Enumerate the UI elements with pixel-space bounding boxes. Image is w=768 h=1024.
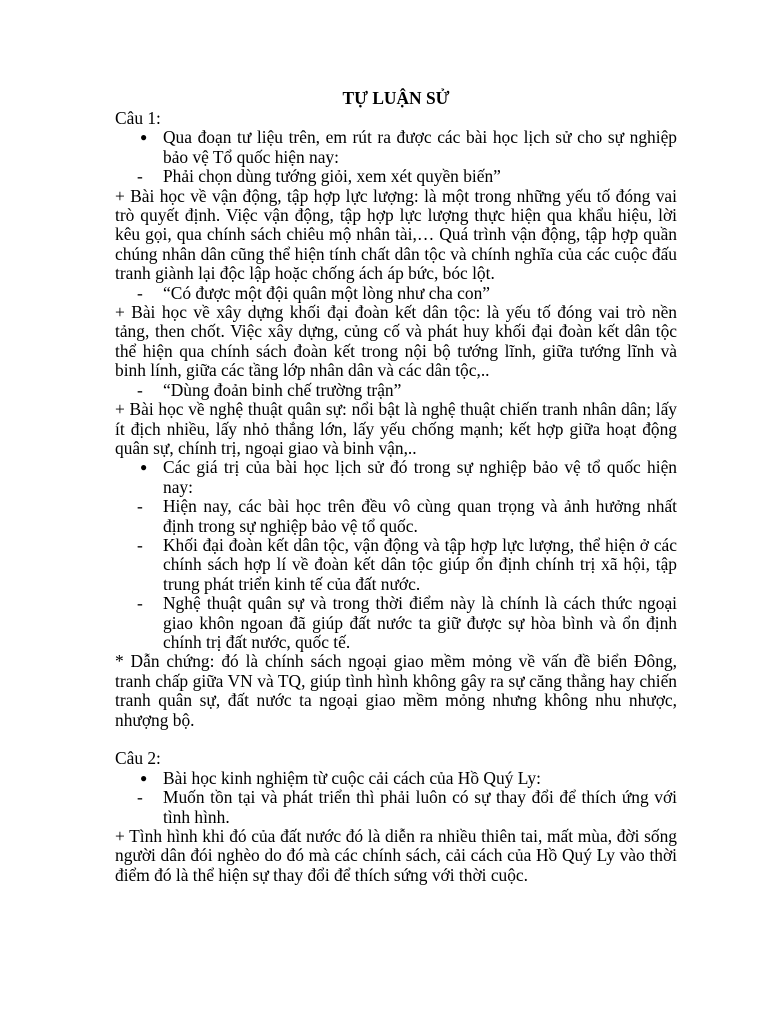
dash-icon: -: [137, 379, 143, 400]
dash-icon: -: [137, 534, 143, 555]
question-1-heading: Câu 1:: [115, 108, 161, 128]
dash-icon: -: [137, 166, 143, 187]
dash-item: [115, 536, 677, 594]
bullet-text: Các giá trị của bài học lịch sử đó trong sự nghiệp bảo vệ tổ quốc hiện nay:: [163, 457, 677, 497]
dash-text: Phải chọn dùng tướng giỏi, xem xét quyền biến”: [163, 166, 501, 187]
document-page: [115, 87, 677, 885]
paragraph: + Tình hình khi đó của đất nước đó là diễn ra nhiều thiên tai, mất mùa, đời sống người dân đói nghèo do đó mà các chính sách, cải cách của Hồ Quý Ly vào thời điểm đó là thể hiện sự thay đổi để thích sứng với thời cuộc.: [115, 826, 677, 885]
dash-text: “Dùng đoản binh chế trường trận”: [163, 379, 402, 400]
page-title: TỰ LUẬN SỬ: [342, 88, 450, 108]
paragraph: * Dẫn chứng: đó là chính sách ngoại giao mềm mỏng về vấn đề biển Đông, tranh chấp giữa VN và TQ, giúp tình hình không gây ra sự căng thẳng hay chiến tranh quân sự, đất nước ta ngoại giao mềm mỏng nhưng không nhu nhược, nhượng bộ.: [115, 651, 677, 730]
bullet-item: [115, 769, 677, 788]
bullet-icon: ●: [140, 130, 148, 145]
bullet-icon: ●: [140, 770, 148, 785]
bullet-text: Bài học kinh nghiệm từ cuộc cải cách của Hồ Quý Ly:: [163, 767, 541, 788]
dash-text: Hiện nay, các bài học trên đều vô cùng quan trọng và ảnh hưởng nhất định trong sự nghiệp bảo vệ tổ quốc.: [163, 496, 677, 536]
dash-item: [115, 167, 677, 186]
blank-line: [115, 730, 677, 749]
dash-text: Nghệ thuật quân sự và trong thời điểm này là chính là cách thức ngoại giao khôn ngoan đã giúp đất nước ta giữ được sự hòa bình và ổn định chính trị đất nước, quốc tế.: [163, 593, 677, 652]
dash-item: [115, 381, 677, 400]
dash-icon: -: [137, 282, 143, 303]
bullet-text: Qua đoạn tư liệu trên, em rút ra được các bài học lịch sử cho sự nghiệp bảo vệ Tổ quốc hiện nay:: [163, 127, 677, 167]
paragraph: + Bài học về xây dựng khối đại đoàn kết dân tộc: là yếu tố đóng vai trò nền tảng, then chốt. Việc xây dựng, củng cố và phát huy khối đại đoàn kết dân tộc thể hiện qua chính sách đoàn kết trong nội bộ tướng lĩnh, giữa tướng lĩnh và binh lính, giữa các tầng lớp nhân dân và các dân tộc,..: [115, 302, 677, 381]
bullet-item: [115, 128, 677, 167]
dash-icon: -: [137, 593, 143, 614]
dash-item: [115, 788, 677, 827]
paragraph: + Bài học về nghệ thuật quân sự: nổi bật là nghệ thuật chiến tranh nhân dân; lấy ít địch nhiều, lấy nhỏ thắng lớn, lấy yếu chống mạnh; kết hợp giữa hoạt động quân sự, chính trị, ngoại giao và binh vận,..: [115, 399, 677, 458]
dash-text: Khối đại đoàn kết dân tộc, vận động và tập hợp lực lượng, thể hiện ở các chính sách hợp lí về đoàn kết dân tộc giúp ổn định chính trị xã hội, tập trung phát triển kinh tế của đất nước.: [163, 534, 677, 594]
dash-icon: -: [137, 787, 143, 808]
dash-text: Muốn tồn tại và phát triển thì phải luôn có sự thay đổi để thích ứng với tình hình.: [163, 787, 677, 827]
bullet-item: [115, 458, 677, 497]
dash-text: “Có được một đội quân một lòng như cha con”: [163, 282, 491, 303]
dash-item: [115, 497, 677, 536]
dash-item: [115, 594, 677, 652]
paragraph: + Bài học về vận động, tập hợp lực lượng: là một trong những yếu tố đóng vai trò quyết định. Việc vận động, tập hợp lực lượng thực hiện qua khẩu hiệu, lời kêu gọi, qua chính sách chiêu mộ nhân tài,… Quá trình vận động, tập hợp quần chúng nhân dân cũng thể hiện tính chất dân tộc và chính nghĩa của các cuộc đấu tranh giành lại độc lập hoặc chống ách áp bức, bóc lột.: [115, 185, 677, 284]
bullet-icon: ●: [140, 460, 148, 475]
question-2-heading: Câu 2:: [115, 748, 161, 769]
dash-item: [115, 284, 677, 303]
dash-icon: -: [137, 496, 143, 517]
